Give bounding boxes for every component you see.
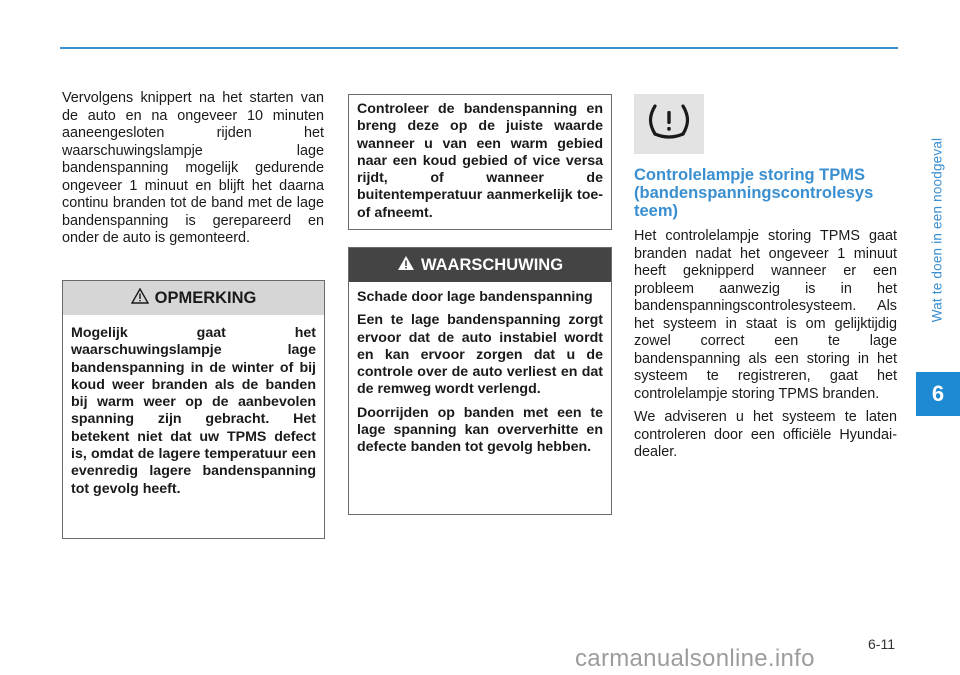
warning-title: WAARSCHUWING — [420, 255, 564, 274]
tpms-lamp-panel — [634, 94, 704, 154]
warning-box — [348, 247, 612, 515]
tire-pressure-check-box: Controleer de bandenspanning en breng deze op de juiste waarde wanneer u van een warm gebied naar een koud gebied of vice versa rijdt, of wanneer de buitentemperatuur aanmerkelijk toe- of afneemt. — [348, 94, 612, 230]
warning-subtitle: Schade door lage bandenspanning — [357, 289, 593, 305]
warning-body — [349, 282, 611, 457]
warning-paragraph-1: Een te lage bandenspanning zorgt ervoor dat de auto instabiel wordt en kan ervoor zorgen dat u de controle over de auto verliest en dat de remweg wordt verlengd. — [357, 312, 603, 398]
watermark: carmanualsonline.info — [575, 645, 815, 672]
tpms-paragraph-1: Het controlelampje storing TPMS gaat branden nadat het ongeveer 1 minuut heeft geknipperd wanneer er een probleem aanwezig is in het bandenspanningscontrolesysteem. Als het systeem in staat is om gelijktijdig zowel correct een te lage bandenspanning als een storing in het systeem te registreren, gaat het controlelampje storing TPMS branden. — [634, 228, 897, 402]
note-title: OPMERKING — [154, 288, 257, 307]
note-box — [62, 280, 325, 539]
top-rule — [60, 47, 898, 49]
page-number: 6-11 — [868, 636, 895, 652]
tpms-section-body — [634, 228, 897, 468]
intro-paragraph: Vervolgens knippert na het starten van de auto en na ongeveer 10 minuten aaneengesloten rijden het waarschuwingslampje lage bandenspanning mogelijk gedurende ongeveer 1 minuut en blijft het daarna continu branden tot de band met de lage bandenspanning is gerepareerd en onder de auto is gemonteerd. — [62, 90, 324, 246]
note-header — [63, 281, 324, 315]
tpms-warning-lamp-icon — [647, 102, 691, 147]
chapter-tab: 6 — [916, 372, 960, 416]
caution-triangle-icon — [131, 288, 149, 309]
tpms-section-heading: Controlelampje storing TPMS (bandenspanningscontrolesys teem) — [634, 166, 874, 220]
warning-triangle-icon — [397, 255, 415, 276]
tpms-paragraph-2: We adviseren u het systeem te laten controleren door een officiële Hyundai-dealer. — [634, 409, 897, 460]
warning-header — [349, 248, 611, 282]
note-body: Mogelijk gaat het waarschuwingslampje lage bandenspanning in de winter of bij koud weer branden als de banden bij warm weer op de aanbevolen spanning zijn gebracht. Het betekent niet dat uw TPMS defect is, omdat de lagere temperatuur een evenredig lagere bandenspanning tot gevolg heeft. — [71, 325, 316, 497]
chapter-side-label-text: Wat te doen in een noodgeval — [929, 137, 945, 323]
warning-paragraph-2: Doorrijden op banden met een te lage spanning kan oververhitte en defecte banden tot gevolg hebben. — [357, 404, 603, 456]
chapter-side-label — [927, 95, 947, 365]
